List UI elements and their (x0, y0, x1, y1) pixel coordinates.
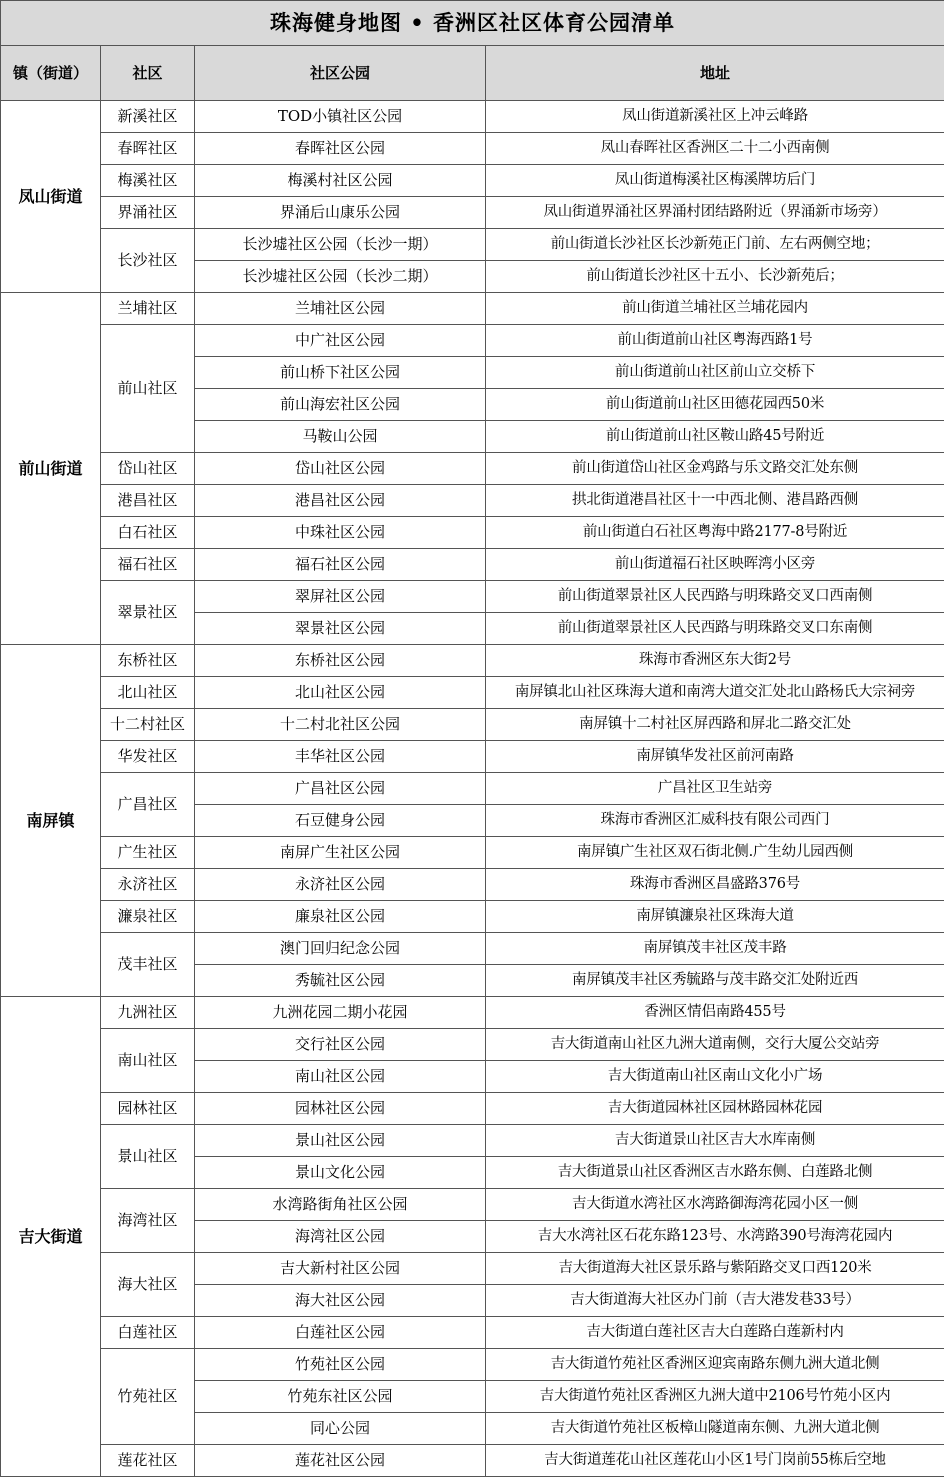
park-name-cell: 海大社区公园 (195, 1285, 486, 1317)
community-cell: 岱山社区 (101, 453, 195, 485)
address-cell: 凤山街道新溪社区上冲云峰路 (486, 101, 944, 133)
park-name-cell: 九洲花园二期小花园 (195, 997, 486, 1029)
park-name-cell: 园林社区公园 (195, 1093, 486, 1125)
address-cell: 南屏镇北山社区珠海大道和南湾大道交汇处北山路杨氏大宗祠旁 (486, 677, 944, 709)
community-cell: 广昌社区 (101, 773, 195, 837)
park-name-cell: 廉泉社区公园 (195, 901, 486, 933)
community-cell: 广生社区 (101, 837, 195, 869)
table-row (1, 293, 944, 325)
table-row (1, 869, 944, 901)
park-name-cell: 交行社区公园 (195, 1029, 486, 1061)
table-row (1, 549, 944, 581)
community-cell: 海湾社区 (101, 1189, 195, 1253)
park-name-cell: 北山社区公园 (195, 677, 486, 709)
table-row (1, 773, 944, 805)
table-row (1, 581, 944, 613)
park-name-cell: 石豆健身公园 (195, 805, 486, 837)
table-row (1, 1445, 944, 1477)
park-name-cell: 丰华社区公园 (195, 741, 486, 773)
park-name-cell: 前山海宏社区公园 (195, 389, 486, 421)
community-cell: 白莲社区 (101, 1317, 195, 1349)
table-row (1, 837, 944, 869)
community-cell: 界涌社区 (101, 197, 195, 229)
table-row (1, 1093, 944, 1125)
table-row (1, 901, 944, 933)
address-cell: 凤山春晖社区香洲区二十二小西南侧 (486, 133, 944, 165)
community-cell: 南山社区 (101, 1029, 195, 1093)
park-name-cell: 港昌社区公园 (195, 485, 486, 517)
address-cell: 前山街道长沙社区长沙新苑正门前、左右两侧空地； (486, 229, 944, 261)
address-cell: 珠海市香洲区昌盛路376号 (486, 869, 944, 901)
address-cell: 吉大水湾社区石花东路123号、水湾路390号海湾花园内 (486, 1221, 944, 1253)
address-cell: 南屏镇茂丰社区茂丰路 (486, 933, 944, 965)
address-cell: 珠海市香洲区汇威科技有限公司西门 (486, 805, 944, 837)
table-row (1, 1253, 944, 1285)
address-cell: 前山街道长沙社区十五小、长沙新苑后； (486, 261, 944, 293)
community-cell: 海大社区 (101, 1253, 195, 1317)
community-cell: 竹苑社区 (101, 1349, 195, 1445)
park-name-cell: 莲花社区公园 (195, 1445, 486, 1477)
town-cell: 凤山街道 (1, 101, 101, 293)
table-row (1, 677, 944, 709)
address-cell: 前山街道福石社区映晖湾小区旁 (486, 549, 944, 581)
park-name-cell: TOD小镇社区公园 (195, 101, 486, 133)
address-cell: 珠海市香洲区东大街2号 (486, 645, 944, 677)
address-cell: 吉大街道南山社区九洲大道南侧，交行大厦公交站旁 (486, 1029, 944, 1061)
address-cell: 前山街道兰埔社区兰埔花园内 (486, 293, 944, 325)
address-cell: 前山街道岱山社区金鸡路与乐文路交汇处东侧 (486, 453, 944, 485)
town-cell: 前山街道 (1, 293, 101, 645)
address-cell: 吉大街道竹苑社区板樟山隧道南东侧、九洲大道北侧 (486, 1413, 944, 1445)
community-cell: 景山社区 (101, 1125, 195, 1189)
table-row (1, 101, 944, 133)
table-title: 珠海健身地图 • 香洲区社区体育公园清单 (1, 1, 944, 46)
park-name-cell: 吉大新村社区公园 (195, 1253, 486, 1285)
community-cell: 东桥社区 (101, 645, 195, 677)
park-name-cell: 长沙墟社区公园（长沙二期） (195, 261, 486, 293)
park-name-cell: 南屏广生社区公园 (195, 837, 486, 869)
address-cell: 南屏镇濂泉社区珠海大道 (486, 901, 944, 933)
header-address: 地址 (486, 46, 944, 101)
address-cell: 吉大街道水湾社区水湾路御海湾花园小区一侧 (486, 1189, 944, 1221)
park-name-cell: 景山社区公园 (195, 1125, 486, 1157)
park-name-cell: 兰埔社区公园 (195, 293, 486, 325)
park-name-cell: 界涌后山康乐公园 (195, 197, 486, 229)
address-cell: 前山街道翠景社区人民西路与明珠路交叉口西南侧 (486, 581, 944, 613)
address-cell: 吉大街道白莲社区吉大白莲路白莲新村内 (486, 1317, 944, 1349)
table-row (1, 1349, 944, 1381)
address-cell: 吉大街道竹苑社区香洲区迎宾南路东侧九洲大道北侧 (486, 1349, 944, 1381)
community-cell: 春晖社区 (101, 133, 195, 165)
community-cell: 梅溪社区 (101, 165, 195, 197)
park-name-cell: 岱山社区公园 (195, 453, 486, 485)
community-cell: 前山社区 (101, 325, 195, 453)
park-name-cell: 广昌社区公园 (195, 773, 486, 805)
address-cell: 吉大街道海大社区办门前（吉大港发巷33号） (486, 1285, 944, 1317)
park-name-cell: 东桥社区公园 (195, 645, 486, 677)
table-row (1, 485, 944, 517)
community-cell: 濂泉社区 (101, 901, 195, 933)
table-row (1, 165, 944, 197)
address-cell: 南屏镇华发社区前河南路 (486, 741, 944, 773)
table-row (1, 453, 944, 485)
address-cell: 凤山街道梅溪社区梅溪牌坊后门 (486, 165, 944, 197)
park-name-cell: 秀毓社区公园 (195, 965, 486, 997)
table-row (1, 709, 944, 741)
address-cell: 前山街道白石社区粤海中路2177-8号附近 (486, 517, 944, 549)
park-name-cell: 竹苑社区公园 (195, 1349, 486, 1381)
address-cell: 吉大街道景山社区香洲区吉水路东侧、白莲路北侧 (486, 1157, 944, 1189)
header-park: 社区公园 (195, 46, 486, 101)
park-name-cell: 竹苑东社区公园 (195, 1381, 486, 1413)
park-name-cell: 景山文化公园 (195, 1157, 486, 1189)
community-cell: 九洲社区 (101, 997, 195, 1029)
header-town: 镇（街道） (1, 46, 101, 101)
park-name-cell: 十二村北社区公园 (195, 709, 486, 741)
park-name-cell: 白莲社区公园 (195, 1317, 486, 1349)
park-name-cell: 春晖社区公园 (195, 133, 486, 165)
table-row (1, 933, 944, 965)
address-cell: 前山街道前山社区粤海西路1号 (486, 325, 944, 357)
table-row (1, 197, 944, 229)
community-cell: 长沙社区 (101, 229, 195, 293)
park-name-cell: 马鞍山公园 (195, 421, 486, 453)
address-cell: 香洲区情侣南路455号 (486, 997, 944, 1029)
park-name-cell: 中广社区公园 (195, 325, 486, 357)
park-name-cell: 长沙墟社区公园（长沙一期） (195, 229, 486, 261)
community-cell: 福石社区 (101, 549, 195, 581)
park-name-cell: 中珠社区公园 (195, 517, 486, 549)
park-name-cell: 翠屏社区公园 (195, 581, 486, 613)
address-cell: 广昌社区卫生站旁 (486, 773, 944, 805)
table-row (1, 1125, 944, 1157)
table-row (1, 517, 944, 549)
address-cell: 吉大街道园林社区园林路园林花园 (486, 1093, 944, 1125)
table-row (1, 1189, 944, 1221)
address-cell: 南屏镇十二村社区屏西路和屏北二路交汇处 (486, 709, 944, 741)
address-cell: 拱北街道港昌社区十一中西北侧、港昌路西侧 (486, 485, 944, 517)
community-cell: 新溪社区 (101, 101, 195, 133)
table-row (1, 325, 944, 357)
address-cell: 前山街道翠景社区人民西路与明珠路交叉口东南侧 (486, 613, 944, 645)
town-cell: 吉大街道 (1, 997, 101, 1477)
community-cell: 兰埔社区 (101, 293, 195, 325)
park-name-cell: 翠景社区公园 (195, 613, 486, 645)
community-cell: 茂丰社区 (101, 933, 195, 997)
community-cell: 永济社区 (101, 869, 195, 901)
address-cell: 前山街道前山社区田德花园西50米 (486, 389, 944, 421)
park-name-cell: 同心公园 (195, 1413, 486, 1445)
header-row (1, 46, 944, 101)
community-cell: 十二村社区 (101, 709, 195, 741)
address-cell: 前山街道前山社区鞍山路45号附近 (486, 421, 944, 453)
table-row (1, 1317, 944, 1349)
address-cell: 吉大街道景山社区吉大水库南侧 (486, 1125, 944, 1157)
table-row (1, 997, 944, 1029)
header-community: 社区 (101, 46, 195, 101)
address-cell: 吉大街道竹苑社区香洲区九洲大道中2106号竹苑小区内 (486, 1381, 944, 1413)
address-cell: 吉大街道海大社区景乐路与紫陌路交叉口西120米 (486, 1253, 944, 1285)
community-cell: 港昌社区 (101, 485, 195, 517)
address-cell: 南屏镇广生社区双石街北侧.广生幼儿园西侧 (486, 837, 944, 869)
park-name-cell: 水湾路街角社区公园 (195, 1189, 486, 1221)
address-cell: 吉大街道莲花山社区莲花山小区1号门岗前55栋后空地 (486, 1445, 944, 1477)
address-cell: 吉大街道南山社区南山文化小广场 (486, 1061, 944, 1093)
park-name-cell: 南山社区公园 (195, 1061, 486, 1093)
park-name-cell: 前山桥下社区公园 (195, 357, 486, 389)
table-row (1, 741, 944, 773)
table-row (1, 1029, 944, 1061)
park-name-cell: 澳门回归纪念公园 (195, 933, 486, 965)
community-cell: 莲花社区 (101, 1445, 195, 1477)
park-name-cell: 福石社区公园 (195, 549, 486, 581)
table-row (1, 133, 944, 165)
address-cell: 南屏镇茂丰社区秀毓路与茂丰路交汇处附近西 (486, 965, 944, 997)
park-name-cell: 永济社区公园 (195, 869, 486, 901)
park-name-cell: 梅溪村社区公园 (195, 165, 486, 197)
park-name-cell: 海湾社区公园 (195, 1221, 486, 1253)
community-cell: 翠景社区 (101, 581, 195, 645)
address-cell: 凤山街道界涌社区界涌村团结路附近（界涌新市场旁） (486, 197, 944, 229)
table-body (1, 101, 944, 1477)
community-cell: 华发社区 (101, 741, 195, 773)
table-row (1, 645, 944, 677)
address-cell: 前山街道前山社区前山立交桥下 (486, 357, 944, 389)
town-cell: 南屏镇 (1, 645, 101, 997)
community-cell: 白石社区 (101, 517, 195, 549)
community-cell: 园林社区 (101, 1093, 195, 1125)
table-row (1, 229, 944, 261)
community-cell: 北山社区 (101, 677, 195, 709)
